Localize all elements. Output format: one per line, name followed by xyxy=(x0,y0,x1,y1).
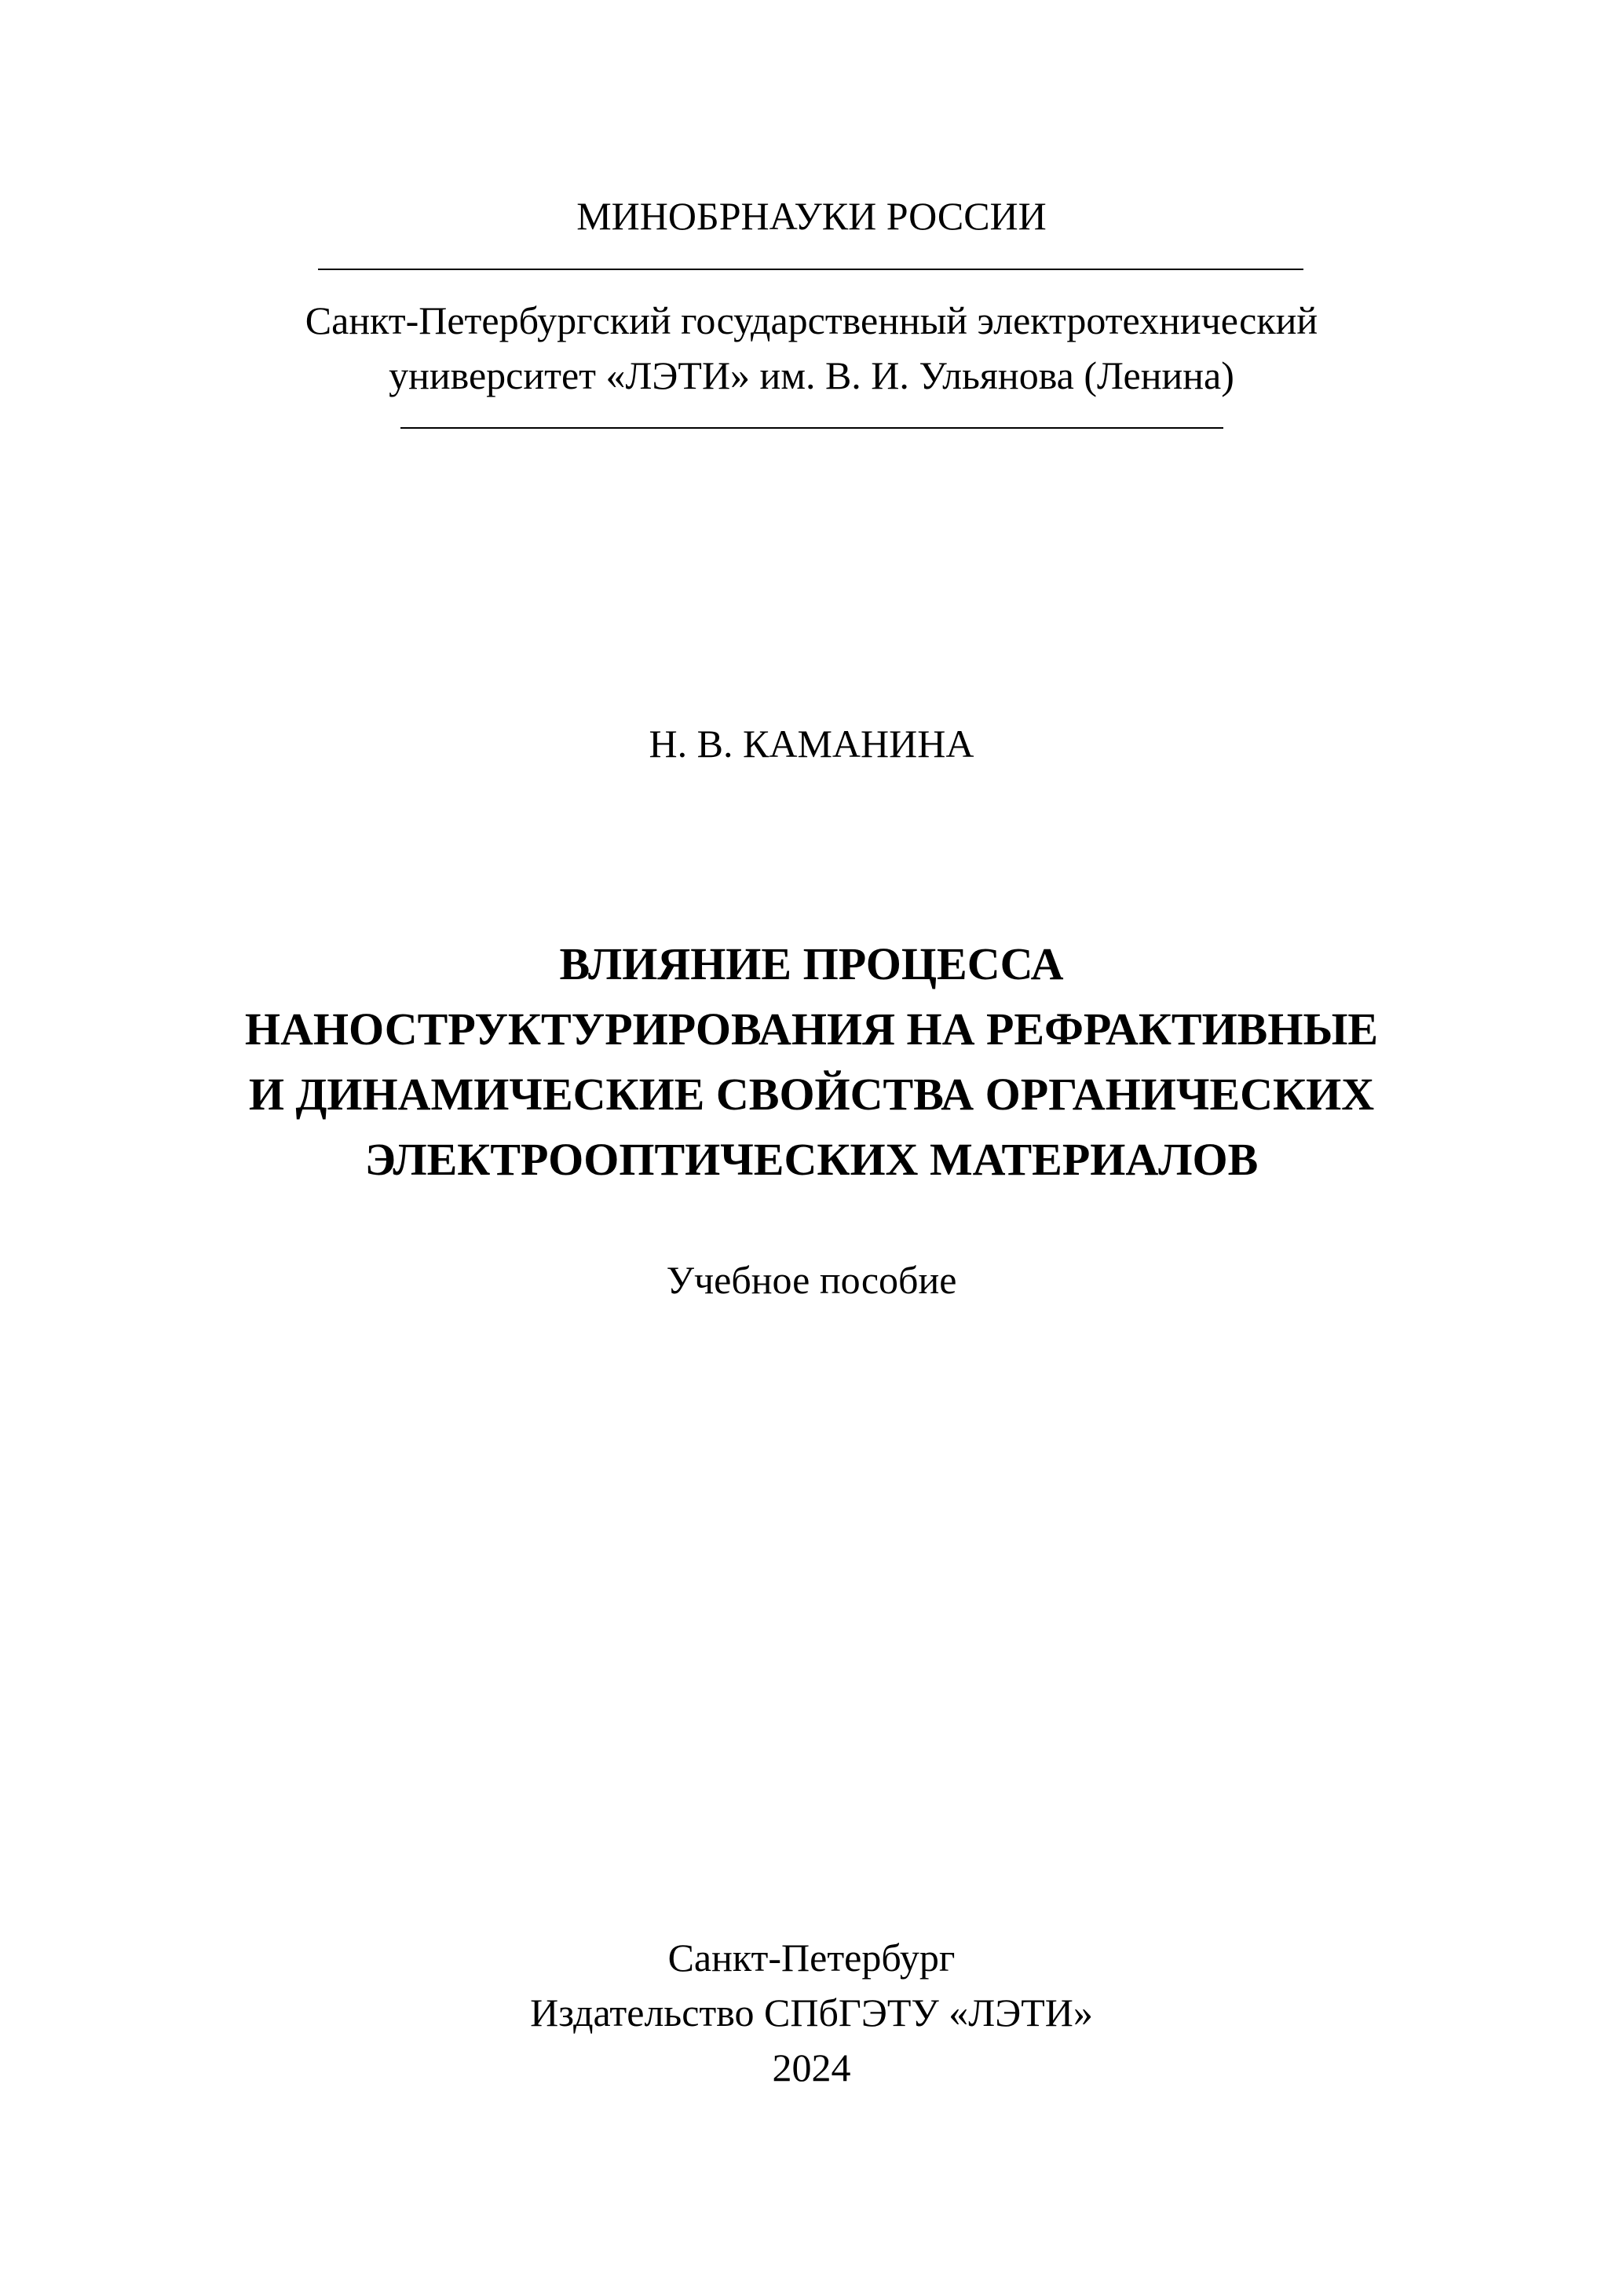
document-type: Учебное пособие xyxy=(666,1258,957,1302)
university-name-line-1: Санкт-Петербургский государственный электротехнический xyxy=(305,298,1318,342)
imprint-publisher: Издательство СПбГЭТУ «ЛЭТИ» xyxy=(530,1991,1093,2035)
university-name-line-2: университет «ЛЭТИ» им. В. И. Ульянова (Ленина) xyxy=(389,353,1234,397)
ministry-heading: МИНОБРНАУКИ РОССИИ xyxy=(576,194,1047,238)
imprint-city: Санкт-Петербург xyxy=(667,1936,956,1980)
top-divider xyxy=(318,269,1303,270)
title-line-3: И ДИНАМИЧЕСКИЕ СВОЙСТВА ОРГАНИЧЕСКИХ xyxy=(248,1069,1375,1120)
title-line-4: ЭЛЕКТРООПТИЧЕСКИХ МАТЕРИАЛОВ xyxy=(364,1134,1259,1185)
title-line-1: ВЛИЯНИЕ ПРОЦЕССА xyxy=(559,938,1064,989)
title-line-2: НАНОСТРУКТУРИРОВАНИЯ НА РЕФРАКТИВНЫЕ xyxy=(244,1004,1379,1055)
imprint-year: 2024 xyxy=(772,2046,851,2089)
university-divider xyxy=(400,427,1223,429)
author-name: Н. В. КАМАНИНА xyxy=(649,722,974,766)
